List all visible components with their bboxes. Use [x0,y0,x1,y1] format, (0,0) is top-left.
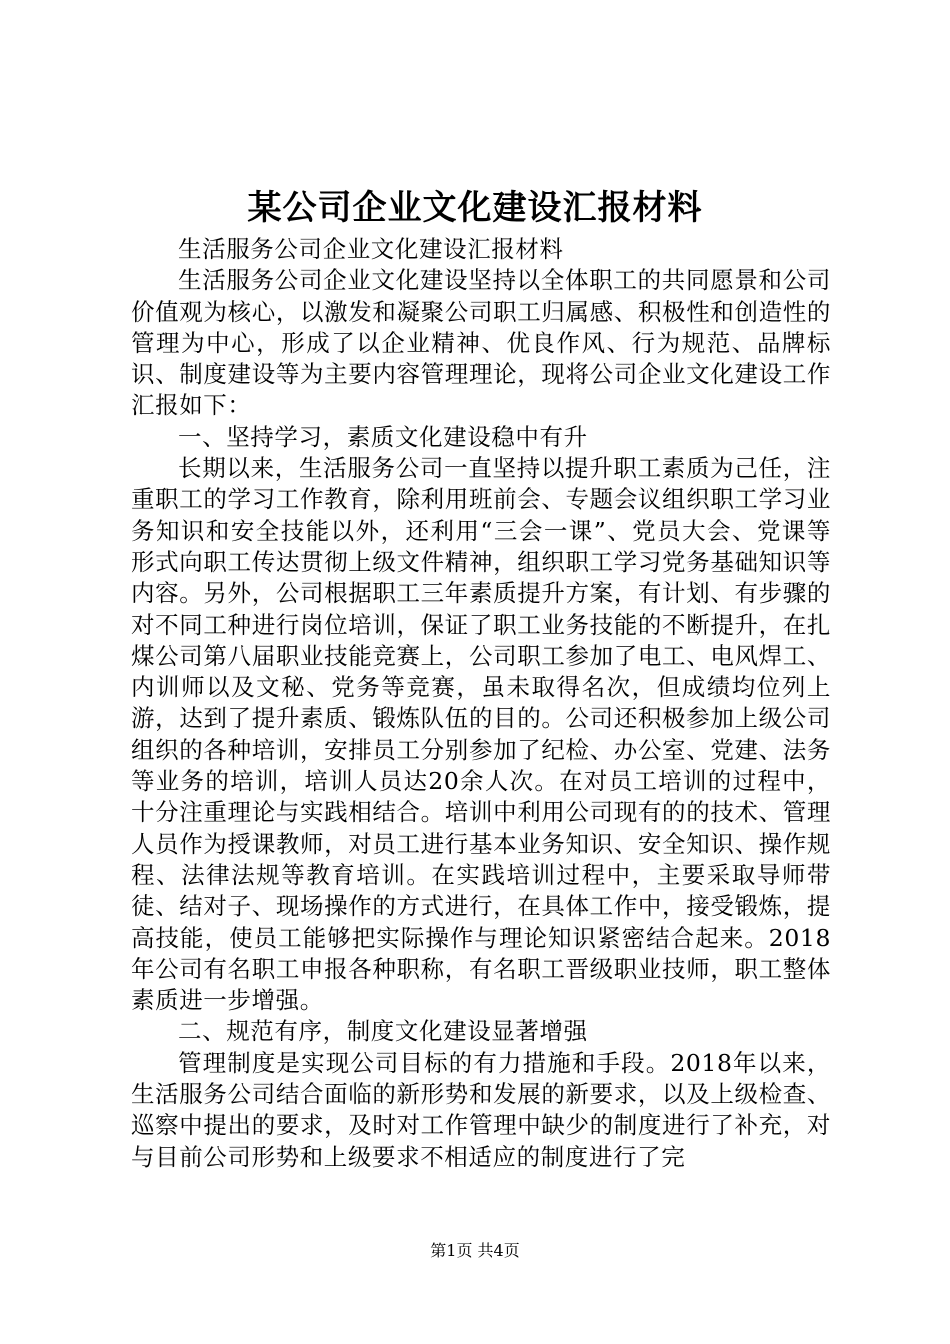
section-2-paragraph: 管理制度是实现公司目标的有力措施和手段。2018年以来，生活服务公司结合面临的新形势和发展的新要求，以及上级检查、巡察中提出的要求，及时对工作管理中缺少的制度进行了补充，对与目前公司形势和上级要求不相适应的制度进行了完 [131,1048,831,1171]
intro-paragraph: 生活服务公司企业文化建设坚持以全体职工的共同愿景和公司价值观为核心，以激发和凝聚公司职工归属感、积极性和创造性的管理为中心，形成了以企业精神、优良作风、行为规范、品牌标识、制度建设等为主要内容管理理论，现将公司企业文化建设工作汇报如下： [131,266,831,420]
section-heading-1: 一、坚持学习，素质文化建设稳中有升 [178,422,588,451]
subtitle-paragraph: 生活服务公司企业文化建设汇报材料 [178,235,564,263]
page-footer: 第1页 共4页 [430,1241,520,1260]
section-heading-2: 二、规范有序，制度文化建设显著增强 [178,1017,588,1046]
document-body [131,234,831,1173]
document-title: 某公司企业文化建设汇报材料 [247,188,703,228]
section-1-paragraph: 长期以来，生活服务公司一直坚持以提升职工素质为己任，注重职工的学习工作教育，除利用班前会、专题会议组织职工学习业务知识和安全技能以外，还利用“三会一课”、党员大会、党课等形式向职工传达贯彻上级文件精神，组织职工学习党务基础知识等内容。另外，公司根据职工三年素质提升方案，有计划、有步骤的对不同工种进行岗位培训，保证了职工业务技能的不断提升，在扎煤公司第八届职业技能竞赛上，公司职工参加了电工、电风焊工、内训师以及文秘、党务等竞赛，虽未取得名次，但成绩均位列上游，达到了提升素质、锻炼队伍的目的。公司还积极参加上级公司组织的各种培训，安排员工分别参加了纪检、办公室、党建、法务等业务的培训，培训人员达20余人次。在对员工培训的过程中，十分注重理论与实践相结合。培训中利用公司现有的的技术、管理人员作为授课教师，对员工进行基本业务知识、安全知识、操作规程、法律法规等教育培训。在实践培训过程中，主要采取导师带徒、结对子、现场操作的方式进行，在具体工作中，接受锻炼，提高技能，使员工能够把实际操作与理论知识紧密结合起来。2018年公司有名职工申报各种职称，有名职工晋级职业技师，职工整体素质进一步增强。 [131,454,831,1015]
